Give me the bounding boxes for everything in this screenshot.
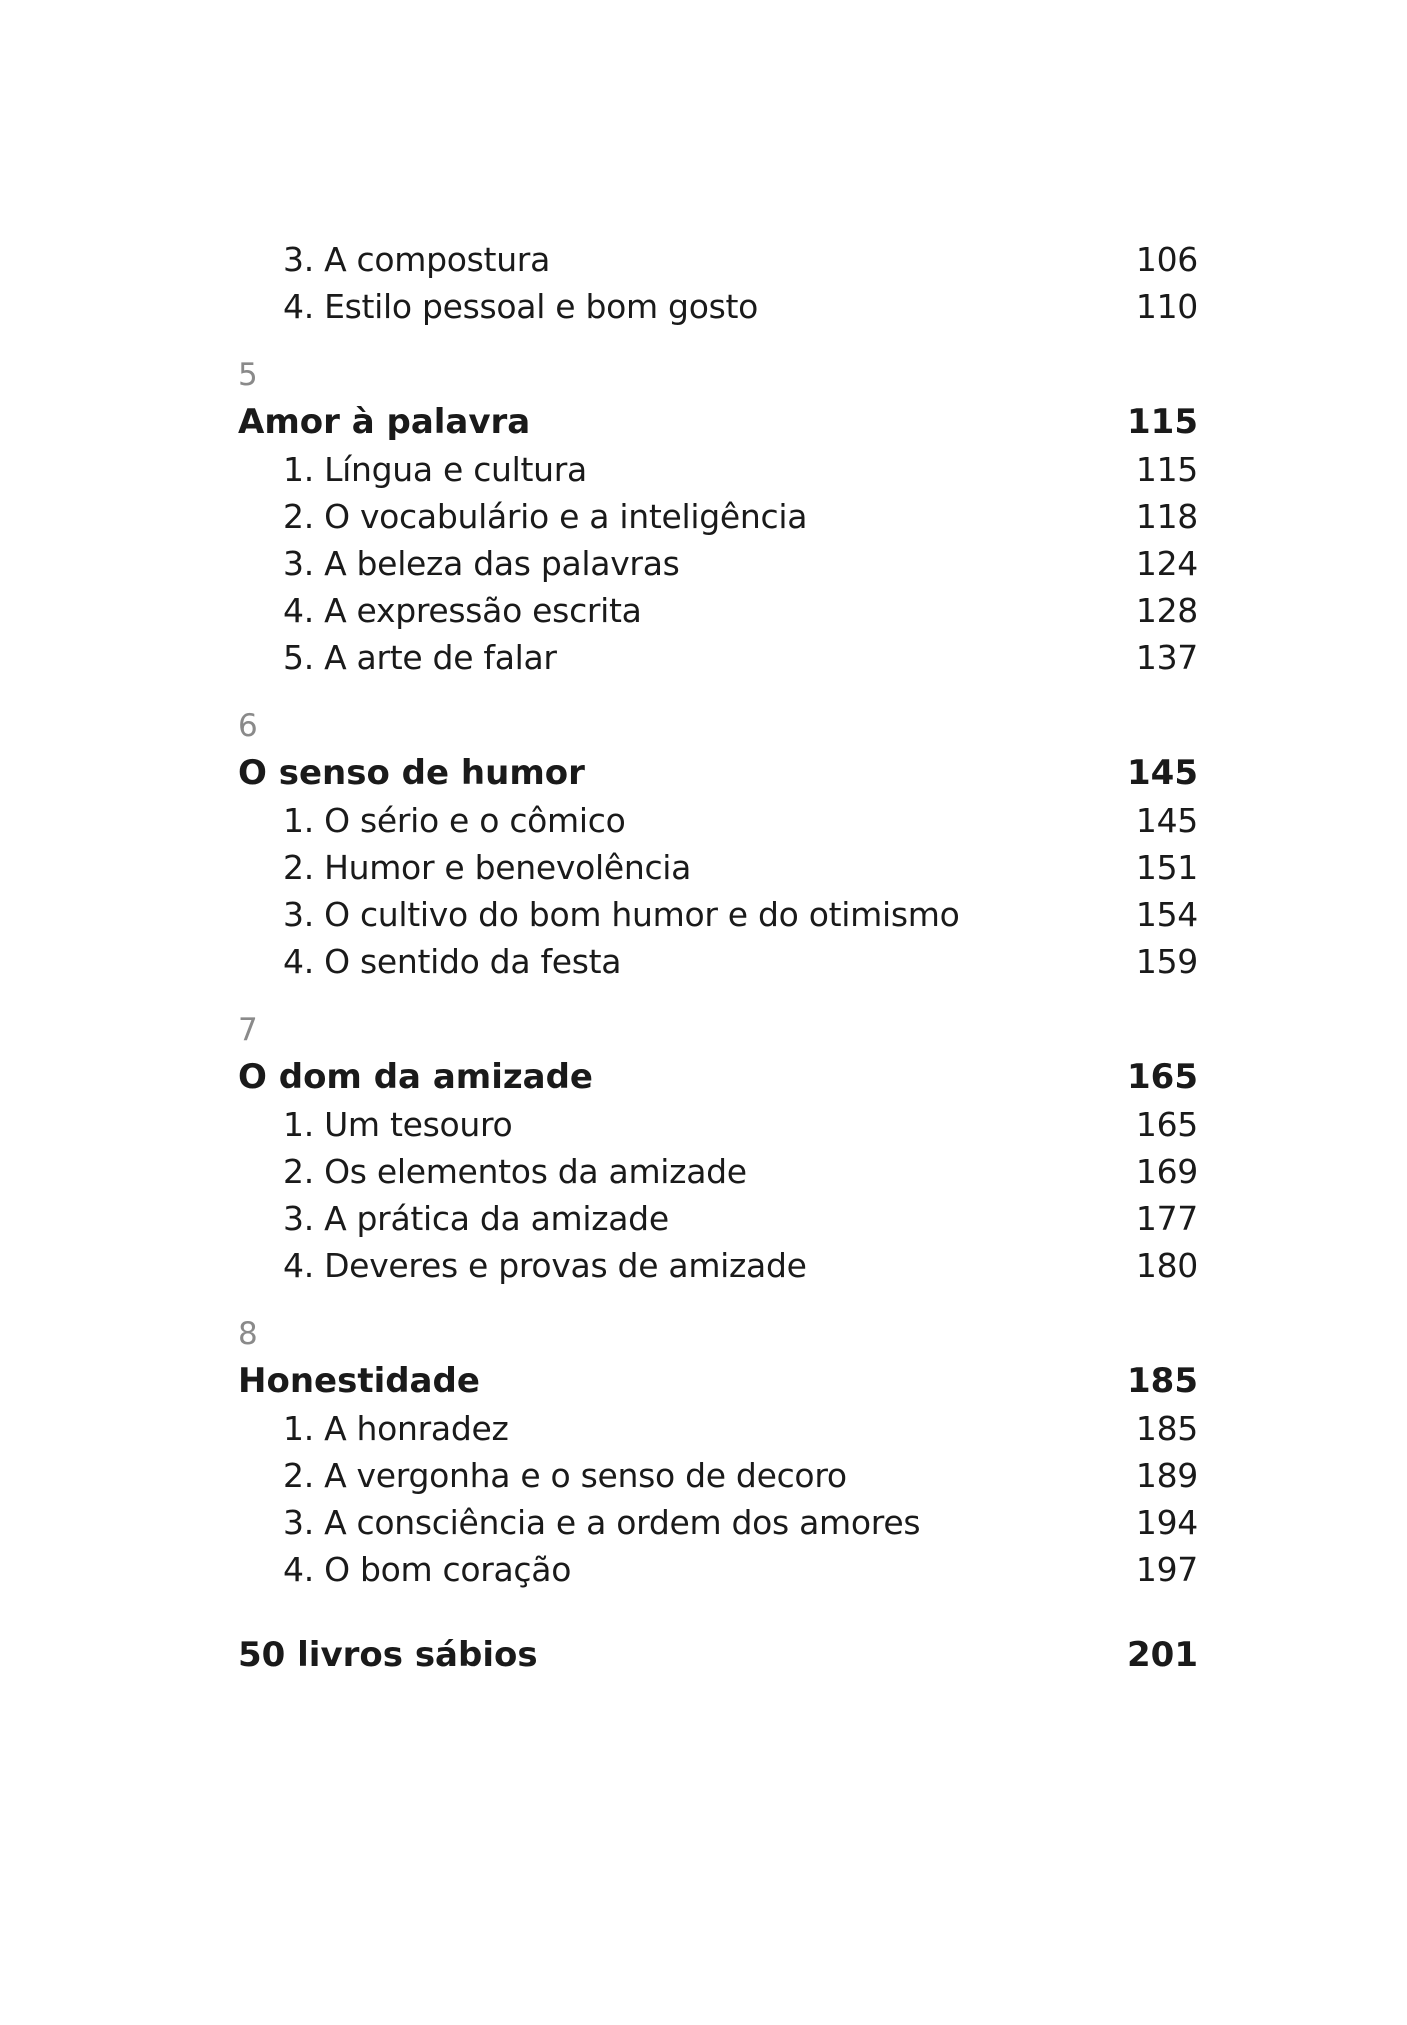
toc-entry-label: 2. A vergonha e o senso de decoro	[283, 1456, 847, 1495]
toc-entry-label: 3. A prática da amizade	[283, 1199, 669, 1238]
toc-entry[interactable]	[238, 587, 1198, 634]
chapter-number: 5	[238, 357, 258, 393]
chapter-page: 165	[1127, 1057, 1198, 1097]
chapter-page: 115	[1127, 402, 1198, 442]
toc-entry-label: 3. A beleza das palavras	[283, 544, 680, 583]
chapter-number: 8	[238, 1316, 258, 1352]
toc-entry-page: 194	[1135, 1503, 1198, 1542]
toc-entry-label: 4. O sentido da festa	[283, 942, 622, 981]
toc-entry[interactable]	[238, 1148, 1198, 1195]
toc-entry-page: 165	[1135, 1105, 1198, 1144]
toc-entry-page: 110	[1135, 287, 1198, 326]
chapter-heading[interactable]	[238, 399, 1198, 446]
toc-entry-page: 128	[1135, 591, 1198, 630]
toc-entry-label: 3. A compostura	[283, 240, 550, 279]
chapter-title: Honestidade	[238, 1361, 480, 1401]
toc-entry[interactable]	[238, 540, 1198, 587]
chapter-page: 185	[1127, 1361, 1198, 1401]
toc-entry[interactable]	[238, 634, 1198, 681]
toc-entry[interactable]	[238, 493, 1198, 540]
toc-entry[interactable]	[238, 844, 1198, 891]
chapter-heading[interactable]	[238, 1054, 1198, 1101]
chapter-number: 6	[238, 708, 258, 744]
toc-entry-label: 1. A honradez	[283, 1409, 509, 1448]
chapter-heading[interactable]	[238, 1358, 1198, 1405]
chapter-heading[interactable]	[238, 750, 1198, 797]
toc-entry[interactable]	[238, 1405, 1198, 1452]
toc-entry-page: 185	[1135, 1409, 1198, 1448]
toc-entry-label: 2. Humor e benevolência	[283, 848, 692, 887]
toc-entry[interactable]	[238, 1195, 1198, 1242]
toc-entry-page: 189	[1135, 1456, 1198, 1495]
toc-entry-label: 5. A arte de falar	[283, 638, 557, 677]
toc-entry-page: 159	[1135, 942, 1198, 981]
toc-entry-label: 3. O cultivo do bom humor e do otimismo	[283, 895, 960, 934]
chapter-title: O dom da amizade	[238, 1057, 593, 1097]
toc-entry-label: 1. O sério e o cômico	[283, 801, 626, 840]
toc-entry-page: 118	[1135, 497, 1198, 536]
chapter-number: 7	[238, 1012, 258, 1048]
toc-entry-page: 115	[1135, 450, 1198, 489]
chapter-title: O senso de humor	[238, 753, 585, 793]
toc-entry[interactable]	[238, 797, 1198, 844]
toc-entry[interactable]	[238, 1101, 1198, 1148]
toc-entry-page: 154	[1135, 895, 1198, 934]
toc-entry[interactable]	[238, 938, 1198, 985]
toc-entry[interactable]	[238, 1499, 1198, 1546]
toc-entry[interactable]	[238, 1546, 1198, 1593]
toc-entry-label: 1. Língua e cultura	[283, 450, 587, 489]
toc-entry[interactable]	[238, 1452, 1198, 1499]
toc-entry-page: 145	[1135, 801, 1198, 840]
toc-entry-page: 197	[1135, 1550, 1198, 1589]
toc-entry-page: 177	[1135, 1199, 1198, 1238]
toc-entry[interactable]	[238, 283, 1198, 330]
toc-entry-page: 137	[1135, 638, 1198, 677]
toc-entry[interactable]	[238, 446, 1198, 493]
chapter-page: 145	[1127, 753, 1198, 793]
toc-entry-page: 106	[1135, 240, 1198, 279]
toc-entry-label: 1. Um tesouro	[283, 1105, 513, 1144]
toc-entry-page: 151	[1135, 848, 1198, 887]
toc-entry-label: 2. Os elementos da amizade	[283, 1152, 747, 1191]
toc-entry-page: 124	[1135, 544, 1198, 583]
chapter-title: Amor à palavra	[238, 402, 531, 442]
toc-entry-label: 2. O vocabulário e a inteligência	[283, 497, 808, 536]
final-page: 201	[1127, 1635, 1198, 1675]
toc-entry-label: 4. O bom coração	[283, 1550, 572, 1589]
toc-entry-label: 4. Estilo pessoal e bom gosto	[283, 287, 759, 326]
table-of-contents	[238, 236, 1198, 1679]
toc-entry[interactable]	[238, 236, 1198, 283]
toc-entry[interactable]	[238, 891, 1198, 938]
final-heading[interactable]	[238, 1632, 1198, 1679]
toc-entry-label: 3. A consciência e a ordem dos amores	[283, 1503, 921, 1542]
toc-entry-label: 4. A expressão escrita	[283, 591, 642, 630]
final-title: 50 livros sábios	[238, 1635, 538, 1675]
toc-entry[interactable]	[238, 1242, 1198, 1289]
toc-entry-page: 169	[1135, 1152, 1198, 1191]
toc-entry-page: 180	[1135, 1246, 1198, 1285]
toc-entry-label: 4. Deveres e provas de amizade	[283, 1246, 807, 1285]
